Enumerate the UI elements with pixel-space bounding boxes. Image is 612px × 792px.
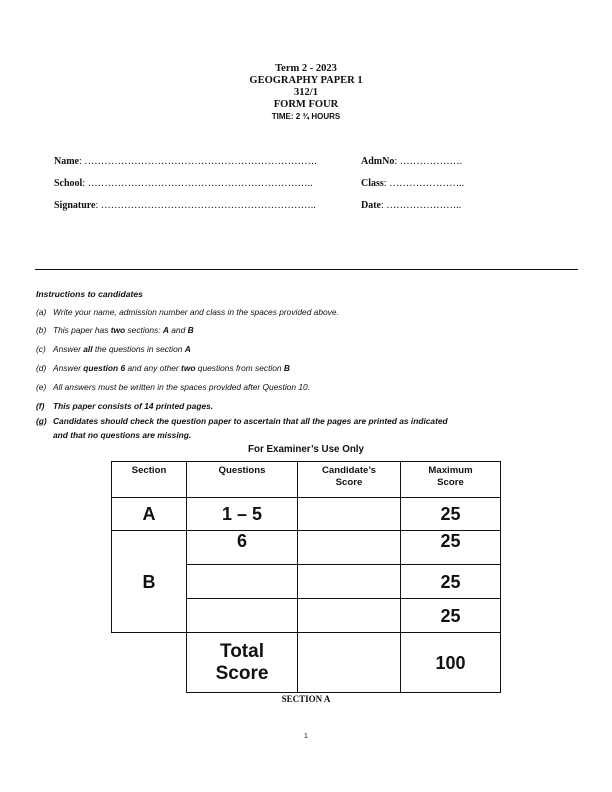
candidate-score-cell[interactable] bbox=[298, 599, 401, 633]
header-maximum-score: Maximum Score bbox=[401, 462, 501, 498]
table-header-row bbox=[112, 462, 501, 498]
header-section: Section bbox=[112, 462, 187, 498]
instruction-c: (c) Answer all the questions in section A bbox=[36, 344, 191, 354]
instruction-b: (b) This paper has two sections: A and B bbox=[36, 325, 194, 335]
form-label: FORM FOUR bbox=[273, 99, 339, 110]
questions-cell[interactable] bbox=[187, 565, 298, 599]
section-cell: B bbox=[112, 531, 187, 633]
signature-label: Signature bbox=[54, 200, 96, 211]
admno-field[interactable] bbox=[361, 156, 462, 168]
school-label: School bbox=[54, 178, 83, 189]
questions-cell[interactable] bbox=[187, 599, 298, 633]
maximum-score-cell: 25 bbox=[401, 531, 501, 565]
maximum-score-cell: 25 bbox=[401, 565, 501, 599]
candidate-score-cell[interactable] bbox=[298, 498, 401, 531]
instruction-a: (a) Write your name, admission number and class in the spaces provided above. bbox=[36, 307, 339, 317]
examiner-score-table bbox=[111, 461, 501, 693]
instruction-e: (e) All answers must be written in the spaces provided after Question 10. bbox=[36, 382, 310, 392]
signature-field[interactable] bbox=[54, 200, 316, 212]
section-cell: A bbox=[112, 498, 187, 531]
page-number: 1 bbox=[304, 733, 308, 740]
date-dots: : ………………….. bbox=[381, 200, 462, 211]
maximum-score-cell: 25 bbox=[401, 599, 501, 633]
instructions-title: Instructions to candidates bbox=[36, 289, 143, 299]
class-label: Class bbox=[361, 178, 384, 189]
candidate-score-cell[interactable] bbox=[298, 565, 401, 599]
name-label: Name bbox=[54, 156, 79, 167]
total-label-cell: Total Score bbox=[187, 633, 298, 693]
school-dots: : ………………………………………………………….. bbox=[82, 178, 313, 189]
paper-code: 312/1 bbox=[294, 87, 318, 98]
time-label: TIME: 2 ¾ HOURS bbox=[271, 112, 341, 121]
class-dots: : ………………….. bbox=[383, 178, 465, 189]
total-candidate-score-cell[interactable] bbox=[298, 633, 401, 693]
name-field[interactable] bbox=[54, 156, 317, 168]
horizontal-divider bbox=[35, 269, 578, 270]
school-field[interactable] bbox=[54, 178, 313, 190]
instruction-d: (d) Answer question 6 and any other two questions from section B bbox=[36, 363, 290, 373]
name-dots: : ……………………………………………………………. bbox=[79, 156, 317, 167]
questions-cell: 6 bbox=[187, 531, 298, 565]
total-row bbox=[112, 633, 501, 693]
date-label: Date bbox=[361, 200, 381, 211]
section-heading: SECTION A bbox=[281, 694, 331, 704]
total-maximum-score-cell: 100 bbox=[401, 633, 501, 693]
instruction-g: (g) Candidates should check the question paper to ascertain that all the pages are printed as indicated bbox=[36, 416, 448, 426]
subject-title: GEOGRAPHY PAPER 1 bbox=[249, 75, 363, 86]
signature-dots: : ……………………………………………………….. bbox=[95, 200, 316, 211]
examiner-use-title: For Examiner’s Use Only bbox=[248, 444, 364, 455]
table-row bbox=[112, 498, 501, 531]
candidate-score-cell[interactable] bbox=[298, 531, 401, 565]
empty-cell bbox=[112, 633, 187, 693]
header-candidate-score: Candidate’s Score bbox=[298, 462, 401, 498]
maximum-score-cell: 25 bbox=[401, 498, 501, 531]
header-questions: Questions bbox=[187, 462, 298, 498]
instruction-g-continued: and that no questions are missing. bbox=[53, 430, 192, 440]
class-field[interactable] bbox=[361, 178, 464, 190]
instruction-f: (f) This paper consists of 14 printed pages. bbox=[36, 401, 214, 411]
admno-label: AdmNo bbox=[361, 156, 395, 167]
questions-cell: 1 – 5 bbox=[187, 498, 298, 531]
admno-dots: : ………………. bbox=[394, 156, 463, 167]
date-field[interactable] bbox=[361, 200, 461, 212]
table-row bbox=[112, 531, 501, 565]
term-label: Term 2 - 2023 bbox=[275, 63, 337, 74]
